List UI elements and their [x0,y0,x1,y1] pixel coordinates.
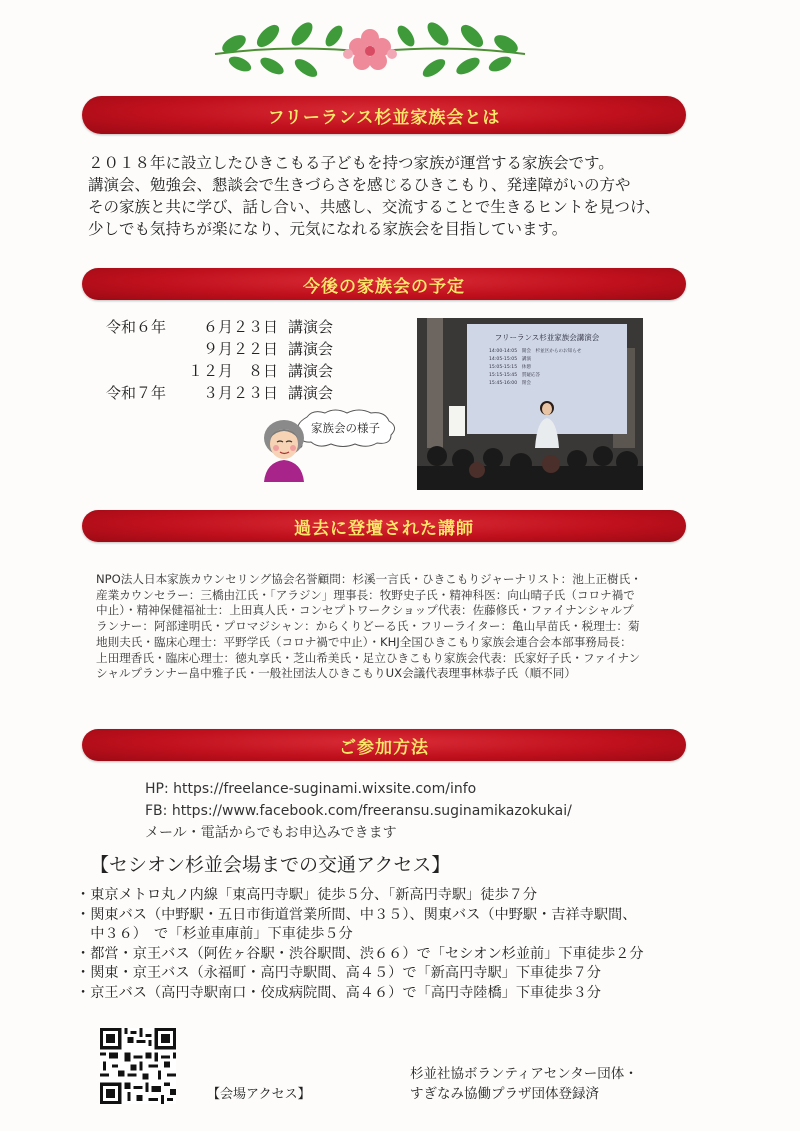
screen-line: 14:05-15:05 講演 [489,357,531,362]
about-line: 少しでも気持ちが楽になり、元気になれる家族会を目指しています。 [88,220,568,238]
registration-note [410,1064,638,1104]
access-line: ・都営・京王バス（阿佐ヶ谷駅・渋谷駅間、渋６６）で「セシオン杉並前」下車徒歩２分 [76,945,644,962]
lecturer-line: シャルプランナー畠中雅子氏・一般社団法人ひきこもりUX会議代表理事林恭子氏（順不同） [96,666,576,681]
registration-line: すぎなみ協働プラザ団体登録済 [410,1086,599,1102]
registration-line: 杉並社協ボランティアセンター団体・ [410,1066,638,1082]
access-list [76,886,644,1004]
banner-schedule-title: 今後の家族会の予定 [303,276,465,297]
screen-title: フリーランス杉並家族会講演会 [494,333,600,342]
schedule-event: 講演会 [288,318,334,336]
woman-illustration [258,418,310,482]
schedule-row [106,338,333,360]
access-line: 中３６） で「杉並車庫前」下車徒歩５分 [76,926,353,943]
schedule-event: 講演会 [288,384,334,402]
schedule-era: 令和７年 [106,384,167,402]
schedule-row [106,360,333,382]
banner-about-title: フリーランス杉並家族会とは [267,107,501,128]
join-info [145,778,572,844]
lecturer-line: 上田理香氏・臨床心理士：徳丸享氏・芝山希美氏・足立ひきこもり家族会代表：氏家好子氏・ファイナン [96,650,641,665]
banner-lecturers [82,510,686,542]
schedule-date: ３月２３日 [202,384,278,402]
qr-code-icon[interactable] [100,1028,176,1104]
access-heading: 【セシオン杉並会場までの交通アクセス】 [90,854,451,876]
screen-line: 14:00-14:05 開会 杉並区からのお知らせ [489,349,582,354]
schedule-row [106,316,333,338]
schedule-event: 講演会 [288,362,334,380]
lecture-photo-image [417,318,643,490]
screen-line: 15:15-15:45 質疑応答 [489,373,541,378]
venue-access-label: 【会場アクセス】 [207,1087,311,1102]
facebook-link[interactable]: FB: https://www.facebook.com/freeransu.suginamikazokukai/ [145,803,572,819]
banner-schedule [82,268,686,300]
lecturer-line: ランナー：阿部達明氏・プロマジシャン：からくりどーる氏・フリーライター：亀山早苗氏・税理士：菊 [96,619,640,634]
about-paragraph [88,152,728,240]
lecturer-list [96,572,706,682]
flower-icon [349,29,391,70]
banner-lecturers-title: 過去に登壇された講師 [294,518,474,539]
bubble-caption: 家族会の様子 [311,421,380,435]
screen-line: 15:45-16:00 閉会 [489,381,531,386]
screen-line: 15:05-15:15 休憩 [489,365,531,370]
lecturer-line: 中止）・精神保健福祉士：上田真人氏・コンセプトワークショップ代表：佐藤修氏・ファイナンシャルプ [96,603,634,618]
schedule-era: 令和６年 [106,318,167,336]
lecturer-line: 産業カウンセラー：三橋由江氏・「アラジン」理事長：牧野史子氏・精神科医：向山晴子氏（コロナ禍で [96,587,635,602]
homepage-link[interactable]: HP: https://freelance-suginami.wixsite.com/info [145,781,477,797]
schedule-date: １２月 ８日 [187,362,278,380]
banner-about [82,96,686,134]
schedule-era [106,360,184,382]
about-line: ２０１８年に設立したひきこもる子どもを持つ家族が運営する家族会です。 [88,154,614,172]
about-line: 講演会、勉強会、懇談会で生きづらさを感じるひきこもり、発達障がいの方や [88,176,631,194]
schedule-date: ６月２３日 [202,318,278,336]
banner-join-title: ご参加方法 [339,737,429,758]
about-line: その家族と共に学び、話し合い、共感し、交流することで生きるヒントを見つけ、 [88,198,661,216]
schedule-event: 講演会 [288,340,334,358]
contact-note: メール・電話からでもお申込みできます [145,825,397,841]
schedule-list [106,316,333,404]
flower-garland-decoration [210,14,530,84]
schedule-era [106,338,184,360]
lecturer-line: 地則夫氏・臨床心理士：平野学氏（コロナ禍で中止）・KHJ全国ひきこもり家族会連合会本部事務局長： [96,634,632,649]
access-line: ・京王バス（高円寺駅南口・佼成病院間、高４６）で「高円寺陸橋」下車徒歩３分 [76,984,601,1001]
access-line: ・関東・京王バス（永福町・高円寺駅間、高４５）で「新高円寺駅」下車徒歩７分 [76,965,601,982]
schedule-date: ９月２２日 [202,340,278,358]
lecturer-line: NPO法人日本家族カウンセリング協会名誉顧問：杉溪一言氏・ひきこもりジャーナリスト：池上正樹氏・ [96,572,642,586]
access-line: ・関東バス（中野駅・五日市街道営業所間、中３５）、関東バス（中野駅・吉祥寺駅間、 [76,906,637,923]
access-line: ・東京メトロ丸ノ内線「東高円寺駅」徒歩５分、「新高円寺駅」徒歩７分 [76,887,538,903]
banner-join [82,729,686,761]
lecture-photo [417,318,643,490]
schedule-row [106,382,333,404]
